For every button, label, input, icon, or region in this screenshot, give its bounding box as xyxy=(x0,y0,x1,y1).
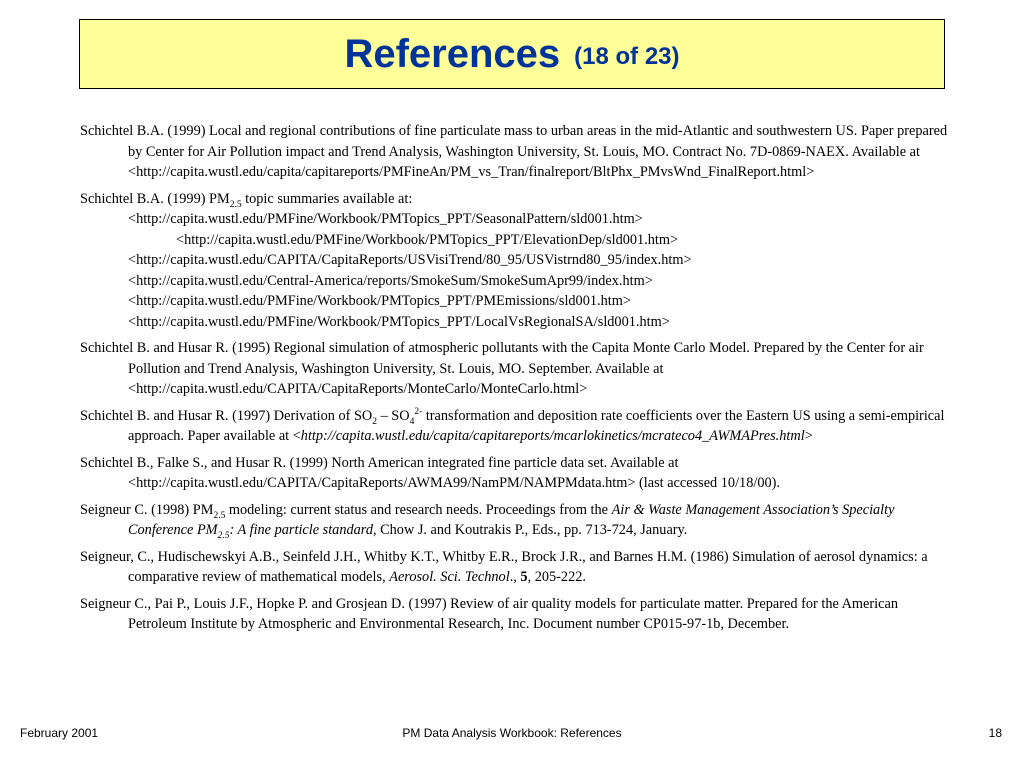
footer-date: February 2001 xyxy=(20,726,99,740)
reference-item xyxy=(80,406,960,447)
reference-url: <http://capita.wustl.edu/PMFine/Workbook/PMTopics_PPT/SeasonalPattern/sld001.htm> xyxy=(128,211,643,227)
slide-counter: (18 of 23) xyxy=(574,43,680,70)
journal-name: Aerosol. Sci. Technol xyxy=(389,569,510,585)
reference-item xyxy=(80,547,960,588)
reference-text: , Chow J. and Koutrakis P., Eds., pp. 713-724, January. xyxy=(372,522,688,538)
reference-url: <http://capita.wustl.edu/Central-America/reports/SmokeSum/SmokeSumApr99/index.htm> xyxy=(128,272,653,289)
reference-url: <http://capita.wustl.edu/PMFine/Workbook/PMTopics_PPT/ElevationDep/sld001.htm> xyxy=(176,231,679,248)
reference-text: – SO xyxy=(377,407,410,424)
reference-text: ., xyxy=(509,569,521,585)
reference-text: , 205-222. xyxy=(527,569,586,585)
reference-url: <http://capita.wustl.edu/CAPITA/CapitaReports/USVisiTrend/80_95/USVistrnd80_95/index.htm> xyxy=(128,252,692,268)
reference-text: Seigneur, C., Hudischewskyi A.B., Seinfeld J.H., Whitby K.T., Whitby E.R., Brock J.R., and Barnes H.M. (1986) Simulation of aerosol dynamics: a comparative review of mathematical models, xyxy=(80,548,928,585)
footer-title: PM Data Analysis Workbook: References xyxy=(402,726,622,740)
subscript: 4 xyxy=(409,416,415,427)
reference-list xyxy=(80,121,960,641)
reference-italic: Air & Waste Management Association’s Specialty Conference PM xyxy=(128,501,895,538)
reference-text: Schichtel B.A. (1999) Local and regional contributions of fine particulate mass to urban areas in the mid-Atlantic and southwestern US. Paper prepared by Center for Air Pollution impact and Trend Analysis, Washington University, St. Louis, MO. Contract No. 7D-0869-NAEX. Available at <http://capita.wustl.edu/capita/capitareports/PMFineAn/PM_vs_Tran/finalreport/BltPhx_PMvsWnd_FinalReport.html> xyxy=(80,123,948,180)
reference-text: Seigneur C. (1998) PM xyxy=(80,501,214,518)
volume-number: 5 xyxy=(520,569,528,585)
subscript: 2.5 xyxy=(229,199,242,210)
reference-url-italic: http://capita.wustl.edu/capita/capitareports/mcarlokinetics/mcrateco4_AWMAPres.html xyxy=(300,428,805,444)
reference-text: Schichtel B. and Husar R. (1995) Regional simulation of atmospheric pollutants with the Capita Monte Carlo Model. Prepared by the Center for air Pollution and Trend Analysis, Washington University, St. Louis, MO. September. Available at <http://capita.wustl.edu/CAPITA/CapitaReports/MonteCarlo/MonteCarlo.html> xyxy=(80,340,924,397)
reference-url: <http://capita.wustl.edu/PMFine/Workbook/PMTopics_PPT/PMEmissions/sld001.htm> xyxy=(128,293,631,309)
reference-text: Seigneur C., Pai P., Louis J.F., Hopke P. and Grosjean D. (1997) Review of air quality models for particulate matter. Prepared for the American Petroleum Institute by Atmospheric and Environmental Research, Inc. Document number CP015-97-1b, December. xyxy=(80,595,898,632)
reference-item xyxy=(80,594,960,635)
subscript: 2 xyxy=(372,416,377,427)
reference-item xyxy=(80,500,960,541)
reference-item xyxy=(80,121,960,183)
title-box xyxy=(79,19,945,89)
reference-text: modeling: current status and research needs. Proceedings from the xyxy=(225,501,612,518)
page-number: 18 xyxy=(988,726,1002,740)
reference-url: <http://capita.wustl.edu/PMFine/Workbook/PMTopics_PPT/LocalVsRegionalSA/sld001.htm> xyxy=(128,313,670,330)
reference-item xyxy=(80,453,960,494)
reference-italic: : A fine particle standard xyxy=(229,522,373,538)
reference-text: Schichtel B. and Husar R. (1997) Derivation of SO xyxy=(80,407,373,424)
subscript: 2.5 xyxy=(213,510,226,521)
reference-text: topic summaries available at: xyxy=(241,190,413,207)
slide-title: References xyxy=(344,31,561,76)
reference-item xyxy=(80,338,960,400)
reference-item xyxy=(80,189,960,333)
reference-text: transformation and deposition rate coefficients over the Eastern US using a semi-empirical approach. Paper available at < xyxy=(128,407,945,444)
reference-text: > xyxy=(804,428,813,444)
superscript: 2- xyxy=(414,406,423,417)
reference-text: Schichtel B., Falke S., and Husar R. (1999) North American integrated fine particle data set. Available at <http://capita.wustl.edu/CAPITA/CapitaReports/AWMA99/NamPM/NAMPMdata.htm> (last accessed 10/18/00). xyxy=(80,454,780,491)
reference-text: Schichtel B.A. (1999) PM xyxy=(80,190,230,207)
subscript: 2.5 xyxy=(217,530,230,541)
